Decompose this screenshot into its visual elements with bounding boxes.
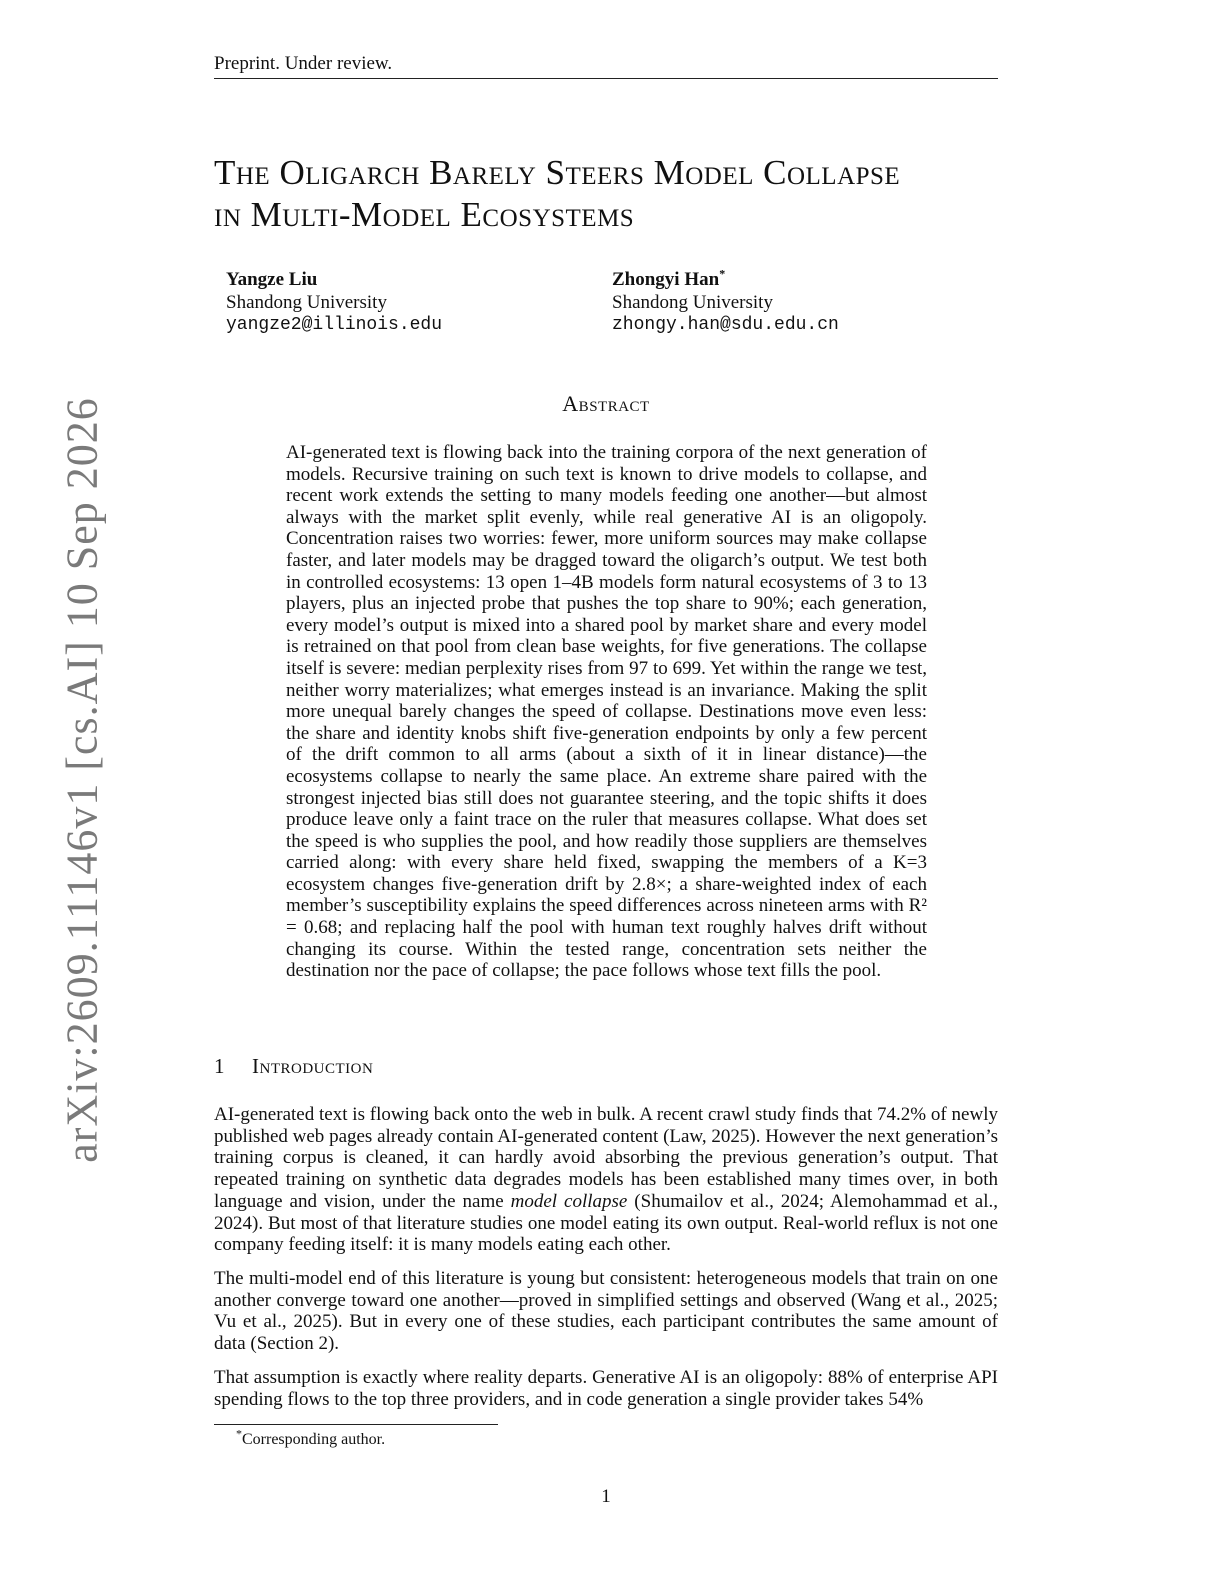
author-block-2 — [612, 268, 839, 337]
page-number: 1 — [601, 1486, 611, 1507]
author-affiliation: Shandong University — [226, 292, 387, 313]
arxiv-stamp: arXiv:2609.11146v1 [cs.AI] 10 Sep 2026 — [57, 397, 107, 1163]
author-affiliation: Shandong University — [612, 292, 773, 313]
section-heading — [214, 1054, 373, 1079]
intro-paragraph-1: AI-generated text is flowing back onto the web in bulk. A recent crawl study finds that 74.2% of newly published web pages already contain AI-generated content (Law, 2025). However the next generation’s training corpus is cleaned, it can hardly avoid absorbing the previous generation’s output. That repeated training on synthetic data degrades models has been established many times over, in both language and vision, under the name model collapse (Shumailov et al., 2024; Alemohammad et al., 2024). But most of that literature studies one model eating its own output. Real-world reflux is not one company feeding itself: it is many models eating each other. — [214, 1104, 998, 1256]
author-name: Yangze Liu — [226, 269, 318, 290]
title-line-2: in Multi-Model Ecosystems — [214, 195, 635, 234]
section-title: Introduction — [252, 1054, 374, 1078]
abstract-heading: Abstract — [562, 391, 650, 416]
emphasis-term: model collapse — [510, 1190, 628, 1212]
abstract-text: AI-generated text is flowing back into the training corpora of the next generation of models. Recursive training on such text is known to drive models to collapse, and recent work extends the setting to many models feeding one another—but almost always with the market split evenly, while real generative AI is an oligopoly. Concentration raises two worries: fewer, more uniform sources may make collapse faster, and later models may be dragged toward the oligarch’s output. We test both in controlled ecosystems: 13 open 1–4B models form natural ecosystems of 3 to 13 players, plus an injected probe that pushes the top share to 90%; each generation, every model’s output is mixed into a shared pool by market share and every model is retrained on that pool from clean base weights, for five generations. The collapse itself is severe: median perplexity rises from 97 to 699. Yet within the range we test, neither worry materializes; what emerges instead is an invariance. Making the split more unequal barely changes the speed of collapse. Destinations move even less: the share and identity knobs shift five-generation endpoints by only a few percent of the drift common to all arms (about a sixth of it in linear distance)—the ecosystems collapse to nearly the same place. An extreme share paired with the strongest injected bias still does not guarantee steering, and the topic shifts it does produce leave only a faint trace on the ruler that measures collapse. What does set the speed is who supplies the pool, and how readily those suppliers are themselves carried along: with every share held fixed, swapping the members of a K=3 ecosystem changes five-generation drift by 2.8×; a share-weighted index of each member’s susceptibility explains the speed differences across nineteen arms with R² = 0.68; and replacing half the pool with human text roughly halves drift without changing its course. Within the tested range, concentration sets neither the destination nor the pace of collapse; the pace follows whose text fills the pool. — [286, 442, 927, 982]
author-email: zhongy.han@sdu.edu.cn — [612, 315, 839, 335]
author-block-1 — [226, 268, 442, 337]
title-line-1: The Oligarch Barely Steers Model Collapse — [214, 153, 901, 192]
author-name: Zhongyi Han* — [612, 266, 726, 290]
intro-paragraph-3: That assumption is exactly where reality departs. Generative AI is an oligopoly: 88% of enterprise API spending flows to the top three providers, and in code generation a single provider takes 54% — [214, 1367, 998, 1410]
intro-paragraph-2: The multi-model end of this literature is young but consistent: heterogeneous models that train on one another converge toward one another—proved in simplified settings and observed (Wang et al., 2025; Vu et al., 2025). But in every one of these studies, each participant contributes the same amount of data (Section 2). — [214, 1268, 998, 1355]
footnote-mark: * — [236, 1426, 242, 1441]
running-head: Preprint. Under review. — [214, 52, 998, 79]
corresponding-mark: * — [719, 266, 726, 281]
paper-title — [214, 152, 1014, 236]
author-email: yangze2@illinois.edu — [226, 315, 443, 335]
footnote-divider — [214, 1424, 498, 1425]
section-number: 1 — [214, 1054, 225, 1078]
footnote: *Corresponding author. — [236, 1426, 386, 1448]
